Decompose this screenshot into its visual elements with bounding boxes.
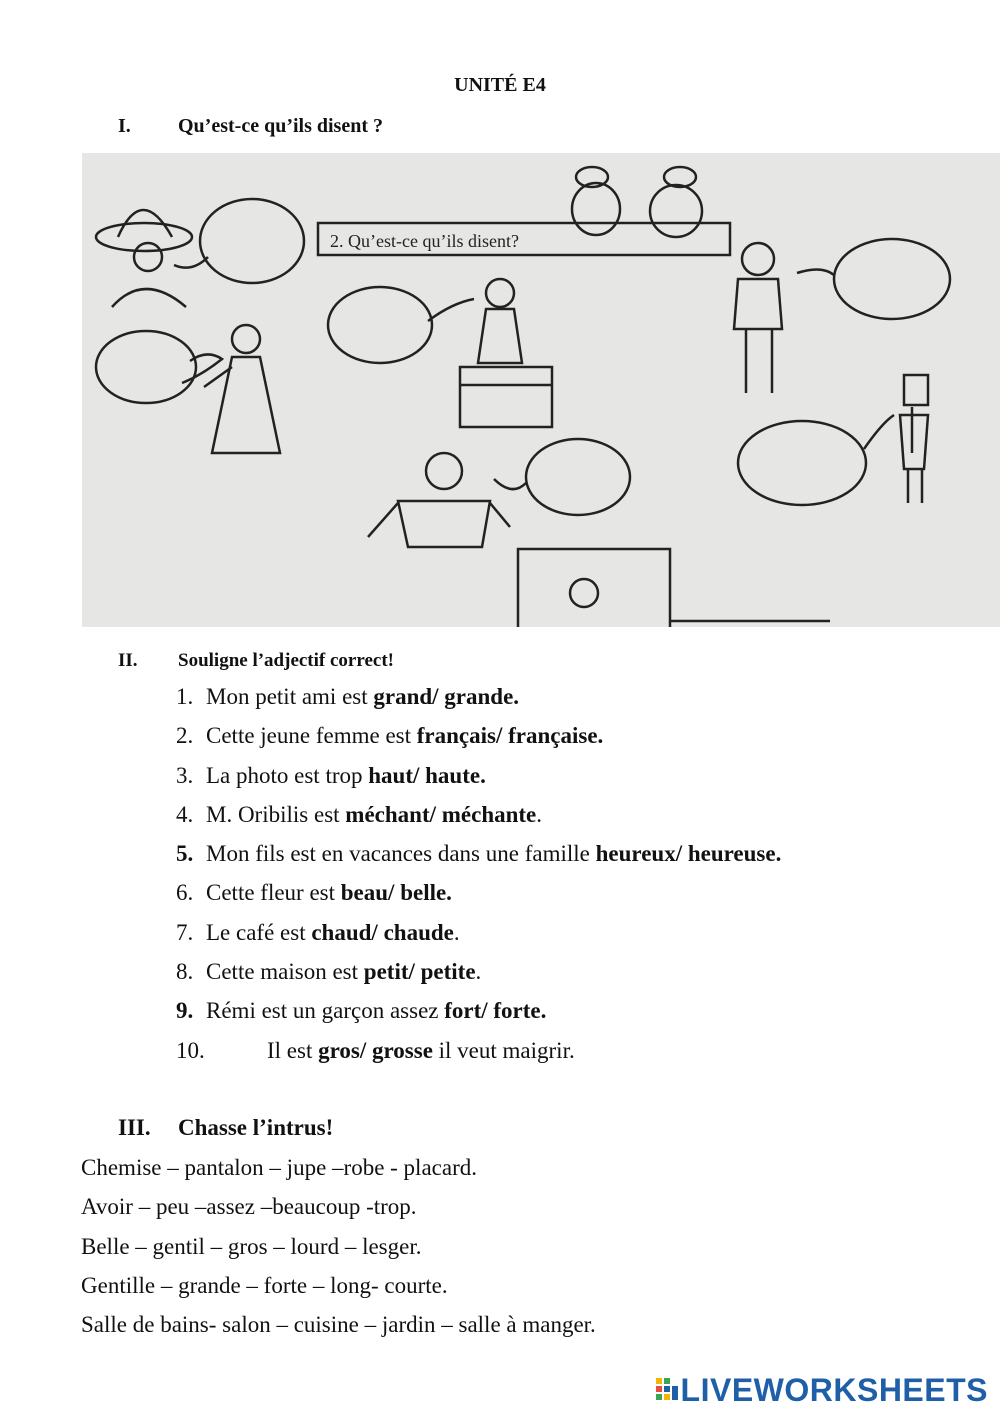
liveworksheets-logo — [655, 1372, 988, 1408]
stage-scene-figure — [518, 549, 830, 627]
adjective-choice[interactable]: petit/ petite — [363, 959, 476, 985]
word-group-line-3[interactable]: Belle – gentil – gros – lourd – lesger. — [81, 1233, 422, 1259]
person-holding-frame-figure — [900, 375, 928, 503]
item-number: 2. — [176, 723, 194, 749]
item-ending: il veut maigrir. — [432, 1037, 575, 1063]
exercise-item-5 — [176, 837, 781, 876]
adjective-choice[interactable]: fort/ forte. — [444, 998, 547, 1024]
adjective-choice[interactable]: français/ française. — [416, 723, 604, 749]
section-1-title: Qu’est-ce qu’ils disent ? — [178, 115, 383, 137]
caption-text: 2. Qu’est-ce qu’ils disent? — [330, 231, 519, 251]
woman-with-hat-figure — [96, 210, 192, 307]
logo-text: LIVEWORKSHEETS — [680, 1371, 988, 1408]
item-text: Rémi est un garçon assez — [206, 998, 445, 1024]
item-number: 3. — [176, 762, 194, 788]
item-number: 7. — [176, 919, 194, 945]
boy-with-cap-figure — [734, 243, 782, 393]
item-number: 9. — [176, 998, 194, 1024]
speech-bubble-5 — [738, 421, 866, 505]
item-text: Il est — [267, 1037, 319, 1063]
exercise-item-6 — [176, 876, 781, 915]
section-3-number: III. — [118, 1115, 151, 1140]
word-group-line-1[interactable]: Chemise – pantalon – jupe –robe - placard. — [81, 1155, 477, 1180]
bubble-tail-1 — [174, 257, 208, 268]
adjective-choice[interactable]: grand/ grande. — [373, 684, 520, 709]
item-number: 4. — [176, 801, 194, 827]
exercise-item-4 — [176, 798, 781, 837]
section-2-title: Souligne l’adjectif correct! — [178, 650, 394, 671]
speech-bubble-1 — [200, 199, 304, 283]
section-3-heading — [118, 1115, 333, 1141]
section-2-number: II. — [118, 650, 138, 671]
item-number: 1. — [176, 684, 194, 709]
adjective-choice[interactable]: haut/ haute. — [368, 762, 486, 788]
word-group-line-4[interactable]: Gentille – grande – forte – long- courte. — [81, 1272, 448, 1298]
adjective-choice[interactable]: beau/ belle. — [340, 880, 452, 906]
section-1-number: I. — [118, 115, 131, 137]
speech-bubble-3 — [96, 331, 196, 403]
adjective-choice[interactable]: chaud/ chaude — [311, 919, 454, 945]
logo-blocks-icon — [655, 1376, 679, 1404]
exercise-item-3 — [176, 759, 781, 798]
item-number: 8. — [176, 959, 194, 985]
speech-bubble-2 — [328, 287, 432, 363]
item-text: Cette fleur est — [206, 880, 341, 906]
exercise-item-10 — [176, 1034, 781, 1073]
exercise-item-1 — [176, 680, 781, 719]
bubble-tail-4 — [797, 269, 834, 275]
adjective-exercise-list — [176, 680, 781, 1073]
item-text: Le café est — [206, 919, 312, 945]
bubble-tail-6 — [494, 479, 526, 489]
exercise-item-9 — [176, 994, 781, 1033]
item-number: 6. — [176, 880, 194, 906]
item-ending: . — [475, 959, 482, 985]
item-ending: . — [536, 801, 543, 827]
item-text: M. Oribilis est — [206, 801, 346, 827]
section-2-heading — [118, 650, 394, 672]
adjective-choice[interactable]: heureux/ heureuse. — [595, 841, 782, 867]
cartoon-illustration — [82, 153, 1000, 627]
item-text: Cette maison est — [206, 959, 364, 985]
boy-checked-shirt-figure — [368, 453, 510, 547]
boy-with-suitcase-figure — [460, 279, 552, 427]
frogs-figure — [572, 167, 702, 237]
speech-bubble-6 — [526, 439, 630, 515]
item-text: Cette jeune femme est — [206, 723, 417, 749]
exercise-item-8 — [176, 955, 781, 994]
item-number: 10. — [176, 1037, 205, 1063]
item-text: Mon fils est en vacances dans une famille — [206, 841, 596, 867]
section-1-heading — [118, 115, 383, 138]
speech-bubble-4 — [834, 239, 950, 319]
item-ending: . — [453, 919, 460, 945]
cartoon-drawing — [82, 153, 1000, 627]
exercise-item-2 — [176, 719, 781, 758]
girl-in-dress-figure — [204, 325, 280, 453]
odd-one-out-list — [81, 1150, 596, 1346]
item-text: Mon petit ami est — [206, 684, 374, 709]
bubble-tail-5 — [864, 415, 894, 449]
adjective-choice[interactable]: méchant/ méchante — [345, 801, 537, 827]
section-3-title: Chasse l’intrus! — [178, 1115, 334, 1140]
bubble-tail-2 — [428, 299, 474, 321]
item-text: La photo est trop — [206, 762, 369, 788]
word-group-line-5[interactable]: Salle de bains- salon – cuisine – jardin – salle à manger. — [81, 1312, 596, 1338]
exercise-item-7 — [176, 916, 781, 955]
adjective-choice[interactable]: gros/ grosse — [318, 1037, 433, 1063]
page-title: UNITÉ E4 — [454, 74, 546, 96]
word-group-line-2[interactable]: Avoir – peu –assez –beaucoup -trop. — [81, 1194, 417, 1220]
item-number: 5. — [176, 841, 194, 867]
